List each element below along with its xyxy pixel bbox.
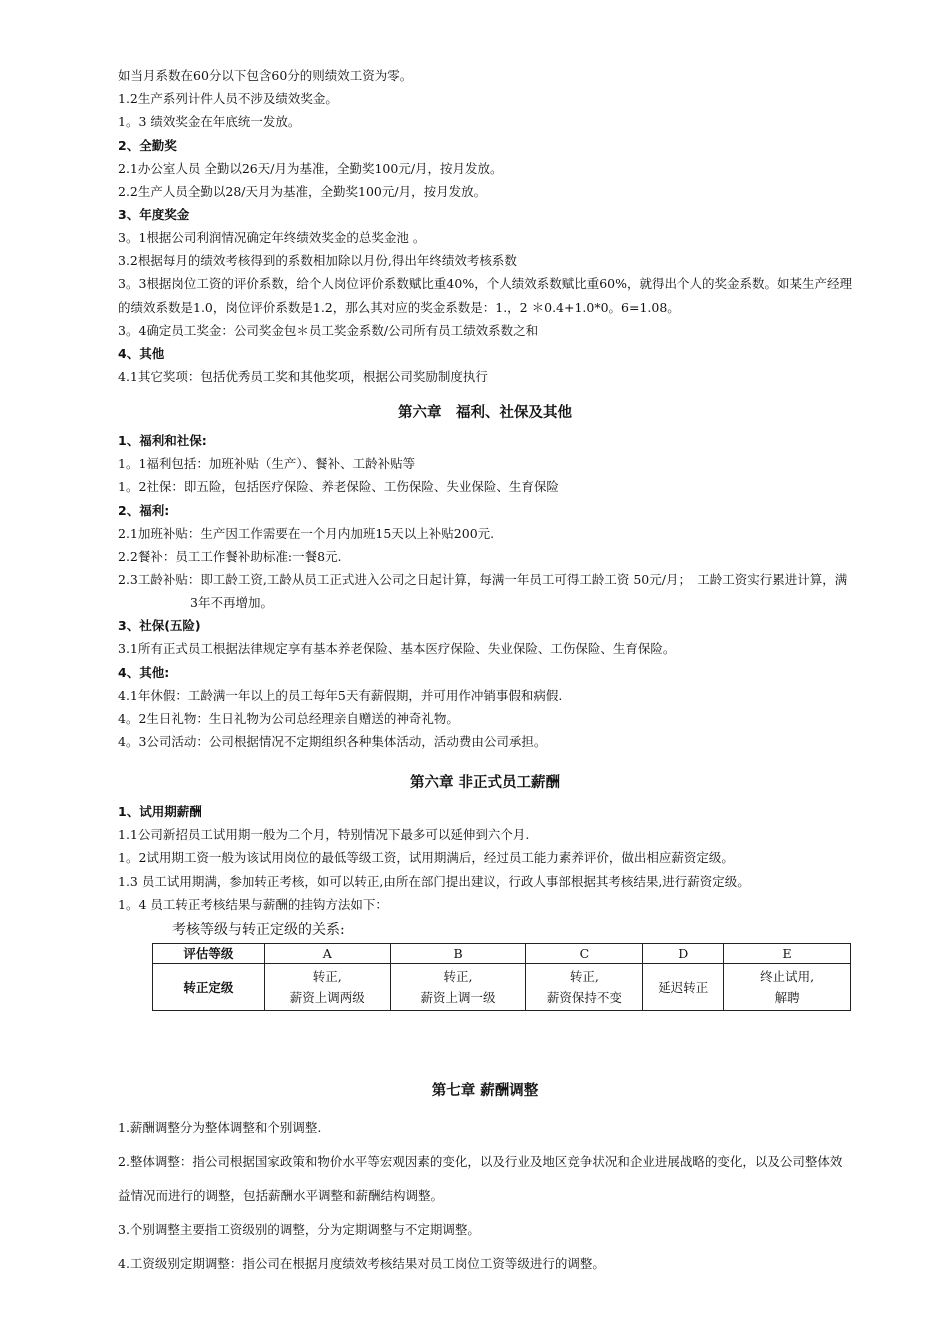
table-row: [153, 944, 851, 964]
grade-cell: C: [526, 944, 643, 964]
text-line: 4.1年休假：工龄满一年以上的员工每年5天有薪假期，并可用作冲销事假和病假.: [118, 687, 563, 703]
chapter-title: 第七章 薪酬调整: [431, 1083, 539, 1100]
text-line: 2.2生产人员全勤以28/天月为基准，全勤奖100元/月，按月发放。: [118, 183, 487, 199]
text-line: 1。1福利包括：加班补贴（生产）、餐补、工龄补贴等: [118, 456, 416, 472]
outcome-line: 薪资上调两级: [289, 990, 365, 1006]
outcome-line: 转正,: [443, 969, 473, 985]
grade-cell: B: [390, 944, 526, 964]
text-line: 3.2根据每月的绩效考核得到的系数相加除以月份,得出年终绩效考核系数: [118, 253, 517, 269]
text-paragraph: 2.整体调整：指公司根据国家政策和物价水平等宏观因素的变化，以及行业及地区竞争状况和企业进展战略的变化，以及公司整体效益情况而进行的调整，包括薪酬水平调整和薪酬结构调整。: [118, 1154, 843, 1204]
probation-section: [118, 800, 852, 1011]
table-caption: 考核等级与转正定级的关系:: [172, 922, 345, 939]
section-heading: 3、年度奖金: [118, 207, 190, 223]
outcome-cell: [643, 964, 724, 1011]
text-paragraph: 2.3工龄补贴：即工龄工资,工龄从员工正式进入公司之日起计算，每满一年员工可得工龄工资 50元/月； 工龄工资实行累进计算，满3年不再增加。: [118, 572, 848, 611]
chapter-title: 第六章 非正式员工薪酬: [409, 775, 561, 792]
grade-cell: E: [724, 944, 851, 964]
text-line: 1.1公司新招员工试用期一般为二个月，特别情况下最多可以延伸到六个月.: [118, 827, 530, 843]
chapter-title: 第六章 福利、社保及其他: [398, 405, 572, 422]
text-line: 2.1办公室人员 全勤以26天/月为基准，全勤奖100元/月，按月发放。: [118, 160, 503, 176]
grade-cell: D: [643, 944, 724, 964]
table-row: [153, 964, 851, 1011]
text-line: 2.1加班补贴：生产因工作需要在一个月内加班15天以上补贴200元.: [118, 525, 495, 541]
section-heading: 3、社保(五险): [118, 618, 201, 634]
outcome-cell: [724, 964, 851, 1011]
outcome-cell: [264, 964, 390, 1011]
document-page: [118, 64, 852, 1281]
grade-cell: A: [264, 944, 390, 964]
text-line: 3.1所有正式员工根据法律规定享有基本养老保险、基本医疗保险、失业保险、工伤保险、生育保险。: [118, 641, 676, 657]
text-line: 2.2餐补：员工工作餐补助标准:一餐8元.: [118, 548, 342, 564]
table-header-cell: 评估等级: [153, 944, 265, 964]
section-heading: 4、其他: [118, 346, 165, 362]
adjustment-section: [118, 1111, 852, 1281]
text-line: 1.3 员工试用期满，参加转正考核，如可以转正,由所在部门提出建议，行政人事部根据其考核结果,进行薪资定级。: [118, 873, 750, 889]
text-line: 3。1根据公司利润情况确定年终绩效奖金的总奖金池 。: [118, 230, 426, 246]
text-line: 4。2生日礼物：生日礼物为公司总经理亲自赠送的神奇礼物。: [118, 710, 459, 726]
outcome-line: 转正,: [569, 969, 599, 985]
outcome-cell: [390, 964, 526, 1011]
outcome-line: 终止试用,: [760, 969, 815, 985]
outcome-line: 薪资上调一级: [420, 990, 496, 1006]
text-paragraph: 1.薪酬调整分为整体调整和个别调整.: [118, 1120, 322, 1136]
section-heading: 2、全勤奖: [118, 137, 177, 153]
text-line: 如当月系数在60分以下包含60分的则绩效工资为零。: [118, 68, 413, 83]
bonus-section: [118, 64, 852, 388]
text-line: 4。3公司活动：公司根据情况不定期组织各种集体活动，活动费由公司承担。: [118, 734, 547, 750]
welfare-section: [118, 429, 852, 753]
text-line: 1。2社保：即五险，包括医疗保险、养老保险、工伤保险、失业保险、生育保险: [118, 479, 559, 495]
text-paragraph: 3.个别调整主要指工资级别的调整，分为定期调整与不定期调整。: [118, 1222, 480, 1238]
text-line: 1。3 绩效奖金在年底统一发放。: [118, 114, 301, 130]
text-paragraph: 4.工资级别定期调整：指公司在根据月度绩效考核结果对员工岗位工资等级进行的调整。: [118, 1256, 605, 1272]
outcome-line: 转正,: [312, 969, 342, 985]
text-line: 1。2试用期工资一般为该试用岗位的最低等级工资，试用期满后，经过员工能力素养评价，做出相应薪资定级。: [118, 850, 734, 866]
text-line: 3。4确定员工奖金：公司奖金包＊员工奖金系数/公司所有员工绩效系数之和: [118, 322, 539, 338]
outcome-line: 解聘: [774, 990, 800, 1006]
text-line: 1。4 员工转正考核结果与薪酬的挂钩方法如下：: [118, 896, 388, 912]
text-line: 4.1其它奖项：包括优秀员工奖和其他奖项，根据公司奖励制度执行: [118, 369, 488, 385]
outcome-line: 延迟转正: [658, 979, 709, 995]
section-heading: 4、其他:: [118, 664, 170, 680]
outcome-line: 薪资保持不变: [546, 990, 622, 1006]
section-heading: 1、福利和社保:: [118, 433, 207, 449]
grade-relation-table: [152, 943, 851, 1011]
text-paragraph: 3。3根据岗位工资的评价系数，给个人岗位评价系数赋比重40%，个人绩效系数赋比重60%，就得出个人的奖金系数。如某生产经理的绩效系数是1.0，岗位评价系数是1.2，那么其对应的奖金系数是：1.，2 ＊0.4+1.0*0。6=1.08。: [118, 276, 852, 315]
table-header-cell: 转正定级: [153, 964, 265, 1011]
section-heading: 1、试用期薪酬: [118, 804, 202, 820]
text-line: 1.2生产系列计件人员不涉及绩效奖金。: [118, 91, 338, 107]
section-heading: 2、福利:: [118, 502, 170, 518]
outcome-cell: [526, 964, 643, 1011]
